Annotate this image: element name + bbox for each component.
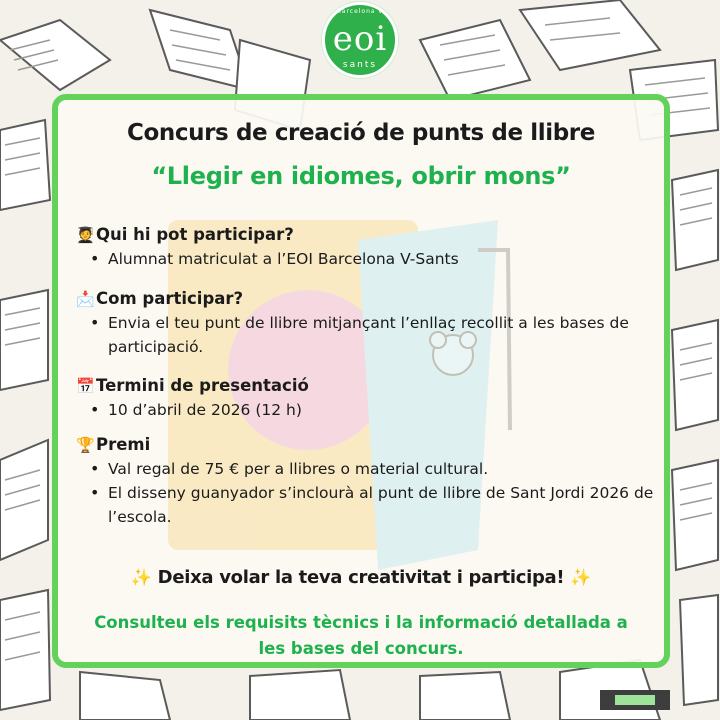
poster-subtitle: “Llegir en idiomes, obrir mons” [151, 162, 571, 190]
student-icon: 🧑‍🎓 [76, 226, 95, 244]
calendar-icon: 📅 [76, 377, 95, 395]
call-to-action-text: Deixa volar la teva creativitat i participa! [157, 567, 565, 588]
section-how [76, 287, 656, 359]
bullet-list [90, 311, 656, 359]
section-heading: Premi [96, 435, 151, 454]
call-to-action [58, 567, 664, 588]
bullet-list [90, 247, 656, 271]
trophy-icon: 🏆 [76, 436, 95, 454]
logo-main-text: eoi [332, 19, 388, 59]
bullet-list [90, 398, 656, 422]
list-item: • Alumnat matriculat a l’EOI Barcelona V-Sants [90, 247, 656, 271]
list-item: • Envia el teu punt de llibre mitjançant l’enllaç recollit a les bases de participació. [90, 311, 656, 359]
requirements-note: Consulteu els requisits tècnics i la informació detallada a les bases del concurs. [94, 613, 628, 658]
bullet-list [90, 457, 656, 529]
section-heading: Qui hi pot participar? [96, 225, 294, 244]
list-item: • Val regal de 75 € per a llibres o material cultural. [90, 457, 656, 481]
poster-card [52, 94, 670, 668]
section-heading: Com participar? [96, 289, 244, 308]
sparkle-icon: ✨ [570, 568, 592, 588]
list-item: • El disseny guanyador s’inclourà al punt de llibre de Sant Jordi 2026 de l’escola. [90, 481, 656, 529]
poster-title: Concurs de creació de punts de llibre [127, 120, 595, 146]
section-deadline [76, 374, 656, 422]
section-heading: Termini de presentació [96, 376, 309, 395]
section-who [76, 223, 656, 271]
logo-sub-text: sants [342, 60, 378, 70]
list-item: • 10 d’abril de 2026 (12 h) [90, 398, 656, 422]
sparkle-icon: ✨ [130, 568, 152, 588]
section-prize [76, 433, 656, 529]
envelope-icon: 📩 [76, 290, 95, 308]
school-logo [322, 2, 398, 78]
logo-top-text: barcelona v [336, 8, 384, 15]
